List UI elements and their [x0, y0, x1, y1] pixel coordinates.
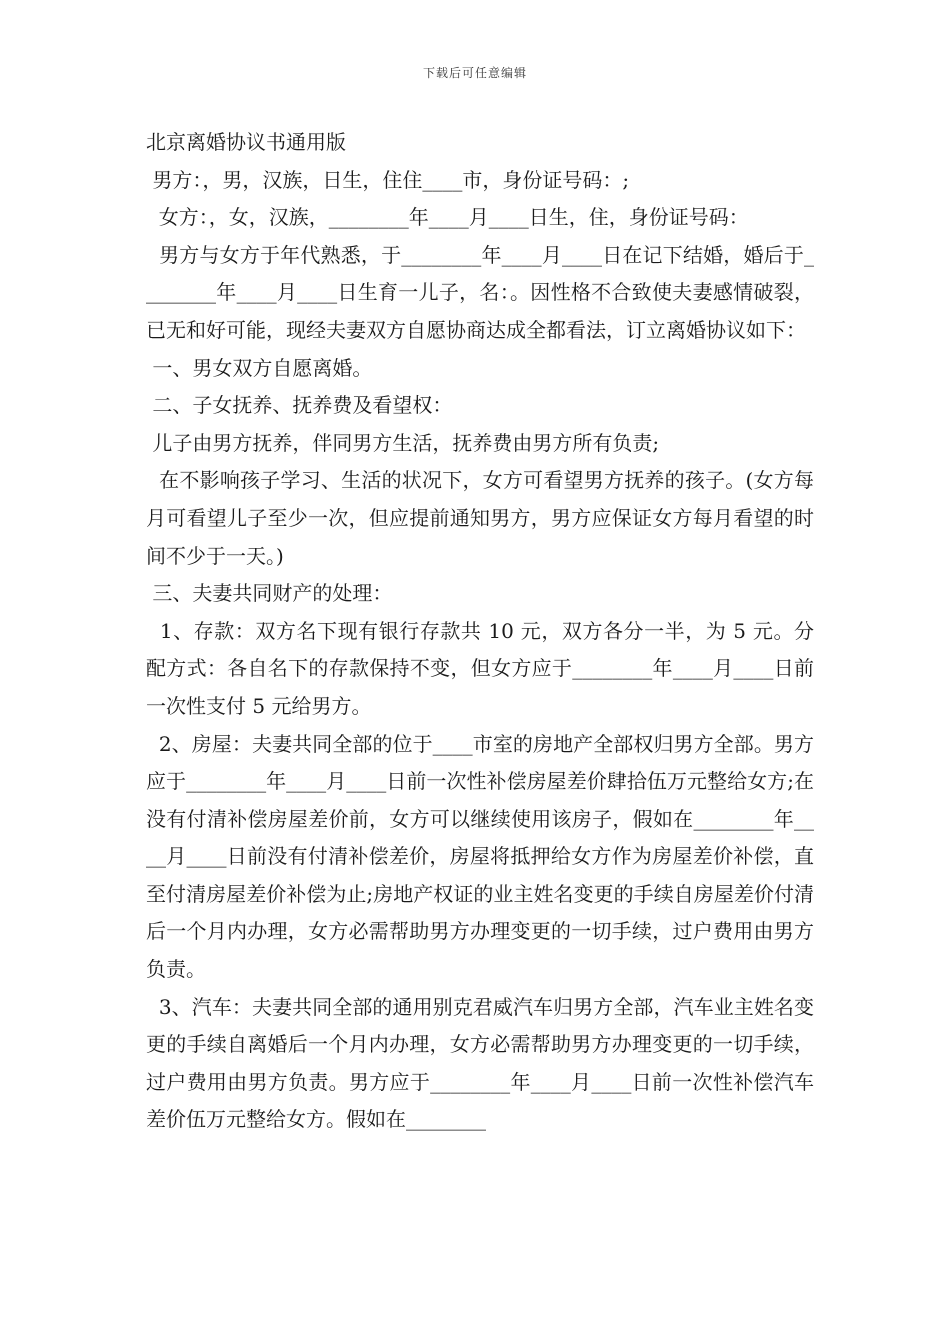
document-title: 北京离婚协议书通用版: [146, 130, 346, 154]
paragraph-woman-info: 女方：，女，汉族，________年____月____日生，住，身份证号码：: [146, 205, 749, 230]
page-header-note: 下载后可任意编辑: [422, 66, 527, 80]
paragraph-clause-3: 三、夫妻共同财产的处理：: [146, 581, 393, 606]
paragraph-custody: 儿子由男方抚养，伴同男方生活，抚养费由男方所有负责;: [146, 430, 660, 455]
paragraph-visitation: 在不影响孩子学习、生活的状况下，女方可看望男方抚养的孩子。(女方每月可看望儿子至少一次，但应提前通知男方，男方应保证女方每月看望的时间不少于一天。): [146, 468, 814, 568]
document-body: [146, 124, 814, 1139]
paragraph-marriage-background: 男方与女方于年代熟悉，于________年____月____日在记下结婚，婚后于________年____月____日生育一儿子，名：。因性格不合致使夫妻感情破裂，已无和好可能，现经夫妻双方自愿协商达成全都看法，订立离婚协议如下：: [146, 242, 815, 342]
paragraph-clause-2: 二、子女抚养、抚养费及看望权：: [146, 393, 453, 418]
paragraph-savings: 1、存款：双方名下现有银行存款共 10 元，双方各分一半，为 5 元。分配方式：各自名下的存款保持不变，但女方应于________年____月____日前一次性支付 5 元给男方。: [146, 618, 815, 718]
paragraph-man-info: 男方：，男，汉族，日生，住住____市，身份证号码：;: [146, 167, 630, 192]
paragraph-clause-1: 一、男女双方自愿离婚。: [146, 355, 373, 380]
paragraph-car: 3、汽车：夫妻共同全部的通用别克君威汽车归男方全部，汽车业主姓名变更的手续自离婚后一个月内办理，女方必需帮助男方办理变更的一切手续，过户费用由男方负责。男方应于________年____月____日前一次性补偿汽车差价伍万元整给女方。假如在________: [146, 994, 814, 1132]
paragraph-house: 2、房屋：夫妻共同全部的位于____市室的房地产全部权归男方全部。男方应于________年____月____日前一次性补偿房屋差价肆拾伍万元整给女方;在没有付清补偿房屋差价前，女方可以继续使用该房子，假如在________年____月____日前没有付清补偿差价，房屋将抵押给女方作为房屋差价补偿，直至付清房屋差价补偿为止;房地产权证的业主姓名变更的手续自房屋差价付清后一个月内办理，女方必需帮助男方办理变更的一切手续，过户费用由男方负责。: [146, 731, 814, 982]
